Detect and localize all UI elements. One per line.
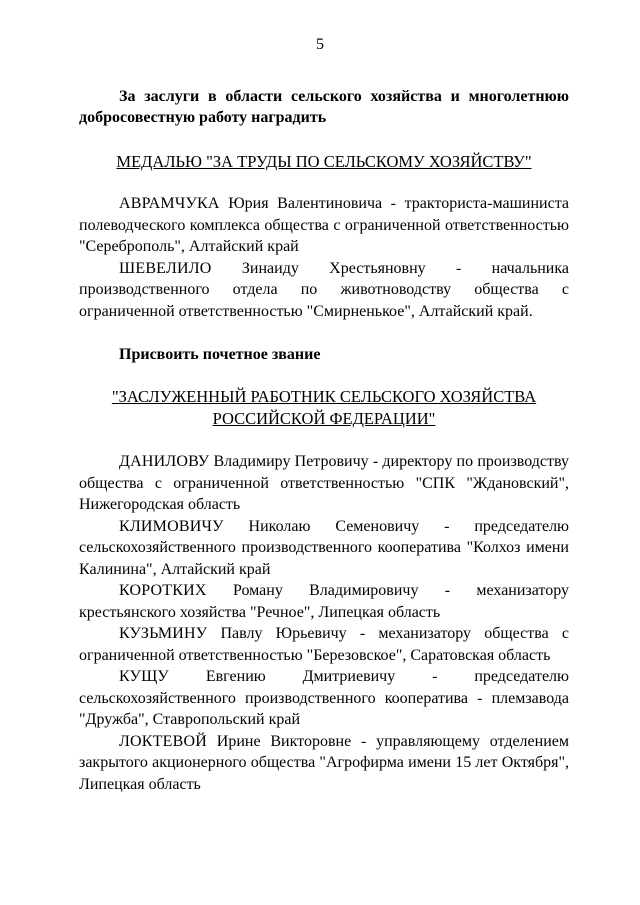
title-intro <box>79 344 569 365</box>
recipient-name: КЛИМОВИЧУ <box>119 517 224 535</box>
title-recipient-korotkikh <box>79 580 569 623</box>
recipient-details: Зинаиду Хрестьяновну - начальника производственного отдела по животноводству общества с ограниченной ответственностью "Смирненькое", Алтайский край. <box>79 259 569 320</box>
recipient-name: КОРОТКИХ <box>119 582 207 599</box>
medal-heading: МЕДАЛЬЮ "ЗА ТРУДЫ ПО СЕЛЬСКОМУ ХОЗЯЙСТВУ" <box>116 152 532 171</box>
title-recipients-list <box>79 451 569 795</box>
recipient-details: Евгению Дмитриевичу - председателю сельскохозяйственного производственного кооператива - племзавода "Дружба", Ставропольский край <box>79 668 569 728</box>
title-heading <box>79 386 569 430</box>
title-recipient-lokteva <box>79 731 569 796</box>
recipient-details: Николаю Семеновичу - председателю сельскохозяйственного производственного кооператива "Колхоз имени Калинина", Алтайский край <box>79 517 569 578</box>
medal-recipients-list <box>79 193 569 322</box>
recipient-name: ЛОКТЕВОЙ <box>119 732 208 750</box>
medal-recipient-shevelilo <box>79 258 569 323</box>
recipient-name: КУЗЬМИНУ <box>119 625 208 642</box>
recipient-name: ДАНИЛОВУ <box>119 453 210 470</box>
title-recipient-klimovich <box>79 516 569 581</box>
medal-recipient-avramchuk <box>79 193 569 258</box>
title-recipient-kushch <box>79 666 569 731</box>
title-heading-line-1: "ЗАСЛУЖЕННЫЙ РАБОТНИК СЕЛЬСКОГО ХОЗЯЙСТВА <box>111 387 537 406</box>
recipient-details: Ирине Викторовне - управляющему отделением закрытого акционерного общества "Агрофирма имени 15 лет Октября", Липецкая область <box>79 732 569 793</box>
title-recipient-danilov <box>79 451 569 516</box>
award-intro <box>79 86 569 128</box>
recipient-details: Владимиру Петровичу - директору по производству общества с ограниченной ответственностью "СПК "Ждановский", Нижегородская область <box>79 453 569 513</box>
award-intro-line-2: добросовестную работу наградить <box>79 109 327 126</box>
recipient-name: КУЩУ <box>119 668 169 685</box>
recipient-details: Роману Владимировичу - механизатору крестьянского хозяйства "Речное", Липецкая область <box>79 582 569 621</box>
title-heading-line-2: РОССИЙСКОЙ ФЕДЕРАЦИИ" <box>212 409 436 428</box>
page-number: 5 <box>316 36 324 53</box>
recipient-name: ШЕВЕЛИЛО <box>119 259 212 277</box>
title-recipient-kuzmin <box>79 623 569 666</box>
award-intro-line-1: За заслуги в области сельского хозяйства и многолетнюю <box>119 88 569 105</box>
recipient-name: АВРАМЧУКА <box>119 195 220 212</box>
recipient-details: Павлу Юрьевичу - механизатору общества с ограниченной ответственностью "Березовское", Саратовская область <box>79 625 569 664</box>
title-intro-text: Присвоить почетное звание <box>119 346 321 363</box>
recipient-details: Юрия Валентиновича - тракториста-машиниста полеводческого комплекса общества с ограниченной ответственностью "Сереброполь", Алтайский край <box>79 195 569 255</box>
